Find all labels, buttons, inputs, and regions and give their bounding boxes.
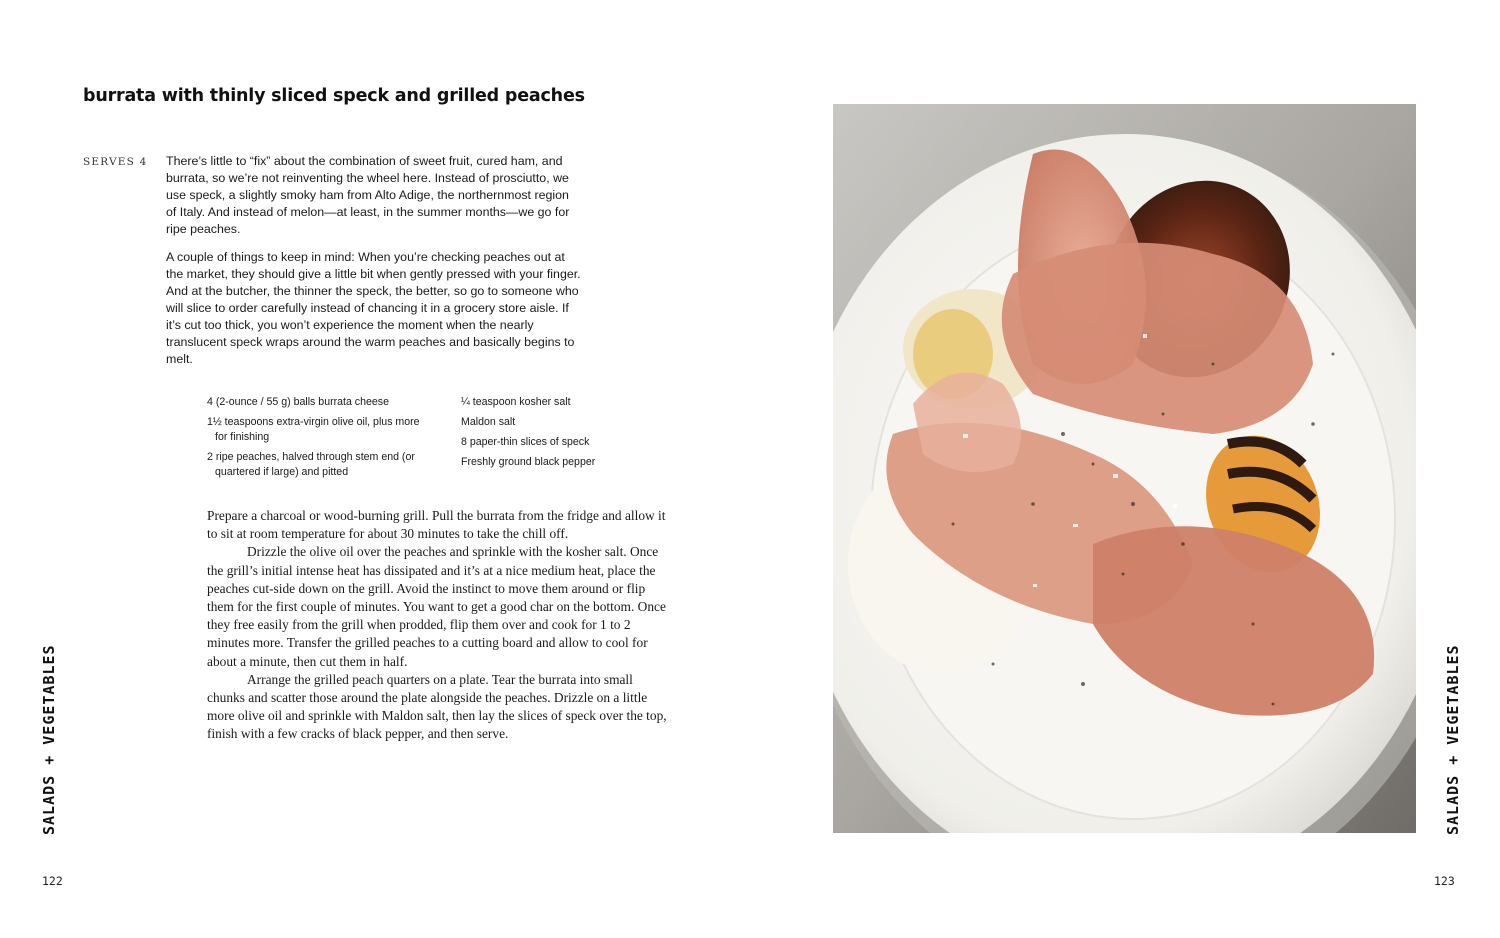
- intro-paragraph: There’s little to “fix” about the combination of sweet fruit, cured ham, and burrata, so we’re not reinventing the wheel here. Instead of prosciutto, we use speck, a slightly smoky ham from Alto Adige, the northernmost region of Italy. And instead of melon—at least, in the summer months—we go for ripe peaches.: [166, 154, 570, 236]
- section-label-left: SALADS + VEGETABLES: [40, 644, 58, 835]
- ingredient-item: ¼ teaspoon kosher salt: [461, 396, 571, 408]
- serves-label: SERVES 4: [83, 156, 148, 168]
- plated-dish-illustration: [833, 104, 1416, 833]
- recipe-intro: [166, 153, 581, 379]
- method-step: Drizzle the olive oil over the peaches and sprinkle with the kosher salt. Once the grill’s initial intense heat has dissipated and it’s at a nice medium heat, place the peaches cut-side down on the grill. Avoid the instinct to move them around or flip them for the first couple of minutes. You want to get a good char on the bottom. Once they free easily from the grill when prodded, flip them over and cook for 1 to 2 minutes more. Transfer the grilled peaches to a cutting board and allow to cool for about a minute, then cut them in half.: [207, 544, 666, 669]
- intro-paragraph: A couple of things to keep in mind: When you’re checking peaches out at the market, they should give a little bit when gently pressed with your finger. And at the butcher, the thinner the speck, the better, so go to someone who will slice to order carefully instead of chancing it in a grocery store aisle. If it’s cut too thick, you won’t experience the moment when the nearly translucent speck wraps around the warm peaches and basically begins to melt.: [166, 250, 581, 366]
- ingredient-item: 8 paper-thin slices of speck: [461, 436, 590, 448]
- ingredients-left: [207, 395, 427, 485]
- method-step: Arrange the grilled peach quarters on a plate. Tear the burrata into small chunks and scatter those around the plate alongside the peaches. Drizzle on a little more olive oil and sprinkle with Maldon salt, then lay the slices of speck over the top, finish with a few cracks of black pepper, and then serve.: [207, 671, 667, 742]
- ingredient-item: Maldon salt: [461, 416, 516, 428]
- ingredient-item: 2 ripe peaches, halved through stem end (or quartered if large) and pitted: [207, 451, 415, 478]
- page-number-right: 123: [1434, 874, 1455, 888]
- food-photo: [833, 104, 1416, 833]
- ingredient-item: 1½ teaspoons extra-virgin olive oil, plus more for finishing: [207, 416, 420, 443]
- ingredient-item: 4 (2-ounce / 55 g) balls burrata cheese: [207, 396, 389, 408]
- ingredient-item: Freshly ground black pepper: [461, 456, 596, 468]
- page-number-left: 122: [42, 874, 63, 888]
- section-label-right: SALADS + VEGETABLES: [1444, 644, 1462, 835]
- recipe-method: [207, 507, 669, 744]
- method-step: Prepare a charcoal or wood-burning grill. Pull the burrata from the fridge and allow it to sit at room temperature for about 30 minutes to take the chill off.: [207, 508, 666, 542]
- ingredients-right: [461, 395, 681, 475]
- recipe-title: burrata with thinly sliced speck and grilled peaches: [83, 86, 585, 106]
